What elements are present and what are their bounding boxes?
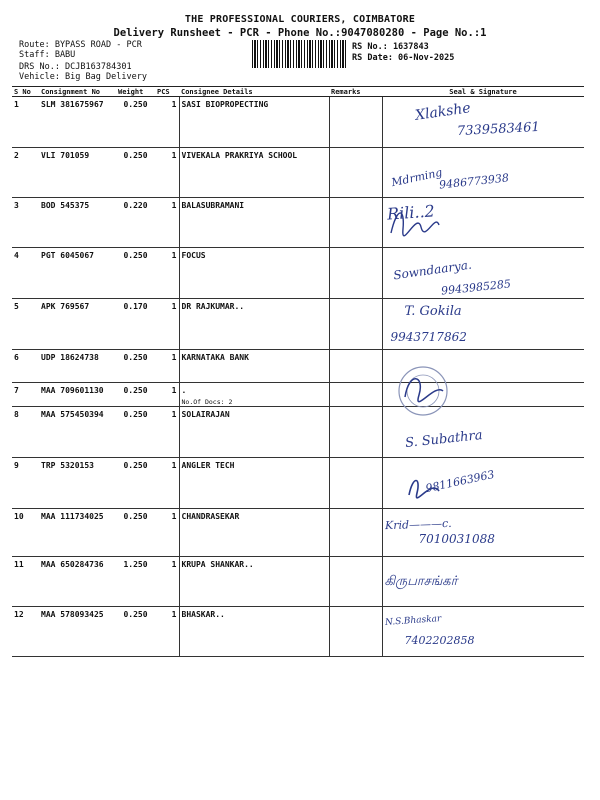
row-consignee-text: ANGLER TECH (181, 461, 235, 470)
row-sno (12, 198, 39, 248)
row-sno (12, 607, 39, 657)
signature-name: N.S.Bhaskar (384, 614, 442, 628)
row-consignment-no (39, 198, 116, 248)
row-pcs-text: 1 (171, 560, 177, 569)
row-consignee-text: BHASKAR.. (181, 610, 225, 619)
row-pcs (155, 407, 179, 458)
signature-name: Rili..2 (385, 201, 435, 224)
signature-phone: 7402202858 (404, 634, 475, 647)
signature-scribble (387, 203, 467, 243)
row-remarks (329, 383, 382, 407)
row-pcs-text: 1 (171, 100, 177, 109)
row-consignment-no-text: MAA 709601130 (41, 386, 104, 395)
row-pcs (155, 97, 179, 148)
signature-phone: 9486773938 (438, 171, 509, 192)
row-remarks (329, 509, 382, 557)
signature-area (385, 201, 583, 247)
row-signature (382, 383, 584, 407)
row-signature (382, 509, 584, 557)
row-consignee (179, 248, 329, 299)
row-pcs (155, 148, 179, 198)
col-consignment: Consignment No (39, 87, 116, 97)
row-consignee-text: BALASUBRAMANI (181, 201, 245, 210)
row-weight-text: 0.170 (123, 302, 148, 311)
row-remarks (329, 458, 382, 509)
row-remarks (329, 607, 382, 657)
row-consignee (179, 198, 329, 248)
row-consignment-no-text: MAA 111734025 (41, 512, 104, 521)
signature-phone: 9943717862 (390, 330, 467, 344)
row-signature (382, 148, 584, 198)
row-consignment-no-text: UDP 18624738 (41, 353, 99, 362)
row-pcs (155, 383, 179, 407)
row-signature (382, 607, 584, 657)
row-consignee (179, 148, 329, 198)
row-sno (12, 97, 39, 148)
row-weight (116, 248, 155, 299)
row-weight-text: 0.250 (123, 251, 148, 260)
row-remarks (329, 97, 382, 148)
row-sno (12, 299, 39, 350)
row-consignment-no (39, 350, 116, 383)
row-signature (382, 557, 584, 607)
row-consignee (179, 557, 329, 607)
table-row (12, 97, 584, 148)
row-pcs-text: 1 (171, 251, 177, 260)
docs-count: No.Of Docs: 2 (181, 398, 233, 406)
signature-name: Krid———c. (384, 516, 452, 533)
row-weight (116, 407, 155, 458)
row-sno-text: 7 (14, 386, 19, 395)
table-row (12, 350, 584, 383)
signature-name: Mdrming (389, 165, 443, 190)
signature-name: S. Subathra (403, 427, 483, 452)
row-consignment-no-text: VLI 701059 (41, 151, 90, 160)
row-signature (382, 248, 584, 299)
row-consignee-text: SASI BIOPROPECTING (181, 100, 269, 109)
row-pcs (155, 509, 179, 557)
row-weight-text: 0.250 (123, 512, 148, 521)
row-weight (116, 607, 155, 657)
row-pcs-text: 1 (171, 610, 177, 619)
row-sno (12, 509, 39, 557)
row-remarks (329, 557, 382, 607)
row-weight-text: 0.250 (123, 461, 148, 470)
row-sno-text: 12 (14, 610, 24, 619)
row-remarks (329, 350, 382, 383)
signature-phone: 9811663963 (423, 467, 496, 496)
row-consignee (179, 458, 329, 509)
row-consignee (179, 350, 329, 383)
row-weight-text: 0.250 (123, 353, 148, 362)
row-weight (116, 97, 155, 148)
table-row (12, 557, 584, 607)
row-sno (12, 557, 39, 607)
drs-label: DRS No.: DCJB163784301 (19, 62, 132, 72)
row-consignment-no (39, 458, 116, 509)
row-consignment-no (39, 407, 116, 458)
table-row (12, 458, 584, 509)
row-pcs (155, 557, 179, 607)
col-signature: Seal & Signature (382, 87, 584, 97)
runsheet-table (12, 86, 584, 657)
row-signature (382, 458, 584, 509)
row-weight-text: 1.250 (123, 560, 148, 569)
table-row (12, 148, 584, 198)
row-consignee (179, 407, 329, 458)
table-row (12, 299, 584, 350)
row-pcs (155, 248, 179, 299)
row-remarks (329, 407, 382, 458)
row-sno (12, 350, 39, 383)
vehicle-label: Vehicle: Big Bag Delivery (19, 72, 147, 82)
row-pcs (155, 299, 179, 350)
signature-name: கிருபாசங்கர் (384, 574, 458, 589)
row-sno (12, 148, 39, 198)
row-consignment-no-text: MAA 575450394 (41, 410, 104, 419)
row-consignment-no-text: PGT 6045067 (41, 251, 94, 260)
row-weight (116, 557, 155, 607)
row-consignment-no (39, 148, 116, 198)
col-pcs: PCS (155, 87, 179, 97)
col-remarks: Remarks (329, 87, 382, 97)
rs-number: RS No.: 1637843 (352, 42, 429, 52)
row-sno-text: 8 (14, 410, 19, 419)
row-consignee-text: CHANDRASEKAR (181, 512, 240, 521)
row-sno-text: 4 (14, 251, 19, 260)
signature-area (385, 610, 583, 656)
row-consignee (179, 509, 329, 557)
row-consignee-text: FOCUS (181, 251, 206, 260)
row-sno-text: 6 (14, 353, 19, 362)
signature-area (385, 512, 583, 556)
row-sno-text: 3 (14, 201, 19, 210)
row-consignment-no-text: APK 769567 (41, 302, 90, 311)
row-consignee (179, 607, 329, 657)
row-sno-text: 11 (14, 560, 24, 569)
staff-label: Staff: BABU (19, 50, 76, 60)
row-sno-text: 9 (14, 461, 19, 470)
signature-area (385, 251, 583, 298)
row-signature (382, 97, 584, 148)
row-consignee-text: KARNATAKA BANK (181, 353, 249, 362)
company-title: THE PROFESSIONAL COURIERS, COIMBATORE (184, 14, 416, 25)
row-pcs-text: 1 (171, 151, 177, 160)
row-signature (382, 198, 584, 248)
row-pcs-text: 1 (171, 386, 177, 395)
row-weight-text: 0.250 (123, 386, 148, 395)
row-pcs (155, 198, 179, 248)
row-remarks (329, 198, 382, 248)
row-sno (12, 458, 39, 509)
signature-scribble (405, 473, 445, 503)
row-consignee-text: KRUPA SHANKAR.. (181, 560, 254, 569)
row-consignment-no-text: SLM 381675967 (41, 100, 104, 109)
rs-date: RS Date: 06-Nov-2025 (352, 53, 455, 63)
row-consignment-no-text: MAA 578093425 (41, 610, 104, 619)
signature-area (385, 100, 583, 147)
row-weight (116, 509, 155, 557)
row-consignment-no-text: TRP 5320153 (41, 461, 94, 470)
row-consignment-no (39, 509, 116, 557)
row-weight-text: 0.250 (123, 610, 148, 619)
row-consignment-no (39, 248, 116, 299)
row-pcs (155, 458, 179, 509)
row-remarks (329, 248, 382, 299)
row-weight (116, 148, 155, 198)
route-label: Route: BYPASS ROAD - PCR (19, 40, 142, 50)
row-pcs-text: 1 (171, 512, 177, 521)
row-weight (116, 383, 155, 407)
row-consignee-text: SOLAIRAJAN (181, 410, 230, 419)
row-consignment-no-text: BOD 545375 (41, 201, 90, 210)
row-consignment-no (39, 607, 116, 657)
row-weight-text: 0.220 (123, 201, 148, 210)
row-sno-text: 10 (14, 512, 24, 521)
row-sno-text: 1 (14, 100, 19, 109)
signature-area (385, 410, 583, 457)
row-weight (116, 299, 155, 350)
row-consignment-no (39, 383, 116, 407)
table-row (12, 607, 584, 657)
row-signature (382, 350, 584, 383)
row-weight (116, 198, 155, 248)
row-consignee (179, 97, 329, 148)
table-header-row (12, 87, 584, 97)
row-consignee (179, 383, 329, 407)
row-remarks (329, 148, 382, 198)
row-weight (116, 458, 155, 509)
barcode (252, 40, 347, 68)
signature-area (385, 461, 583, 508)
signature-phone: 7010031088 (418, 532, 495, 546)
signature-area (385, 302, 583, 349)
row-sno-text: 2 (14, 151, 19, 160)
signature-area (385, 386, 583, 405)
col-consignee: Consignee Details (179, 87, 329, 97)
signature-phone: 9943985285 (440, 277, 511, 298)
row-consignee (179, 299, 329, 350)
runsheet-subtitle: Delivery Runsheet - PCR - Phone No.:9047080280 - Page No.:1 (113, 27, 487, 39)
row-pcs (155, 607, 179, 657)
row-sno (12, 383, 39, 407)
row-consignment-no (39, 97, 116, 148)
signature-area (385, 353, 583, 382)
signature-name: T. Gokila (404, 304, 462, 319)
signature-name: Xlakshe (413, 100, 472, 124)
col-sno: S No (12, 87, 39, 97)
table-row (12, 248, 584, 299)
signature-name: Sowndaarya. (391, 257, 473, 283)
row-sno (12, 407, 39, 458)
row-consignee-text: DR RAJKUMAR.. (181, 302, 245, 311)
row-weight-text: 0.250 (123, 100, 148, 109)
row-pcs-text: 1 (171, 353, 177, 362)
row-weight-text: 0.250 (123, 410, 148, 419)
row-sno (12, 248, 39, 299)
row-consignment-no-text: MAA 650284736 (41, 560, 104, 569)
row-consignee-text: . (181, 386, 187, 395)
row-weight (116, 350, 155, 383)
signature-area (385, 151, 583, 197)
row-consignee-text: VIVEKALA PRAKRIYA SCHOOL (181, 151, 298, 160)
table-row (12, 509, 584, 557)
row-pcs-text: 1 (171, 461, 177, 470)
row-pcs-text: 1 (171, 410, 177, 419)
row-pcs-text: 1 (171, 201, 177, 210)
row-pcs-text: 1 (171, 302, 177, 311)
signature-area (385, 560, 583, 606)
row-pcs (155, 350, 179, 383)
signature-phone: 7339583461 (456, 119, 540, 140)
row-signature (382, 407, 584, 458)
col-weight: Weight (116, 87, 155, 97)
table-row (12, 407, 584, 458)
table-row (12, 198, 584, 248)
row-sno-text: 5 (14, 302, 19, 311)
row-consignment-no (39, 557, 116, 607)
table-row (12, 383, 584, 407)
row-weight-text: 0.250 (123, 151, 148, 160)
row-consignment-no (39, 299, 116, 350)
row-remarks (329, 299, 382, 350)
row-signature (382, 299, 584, 350)
